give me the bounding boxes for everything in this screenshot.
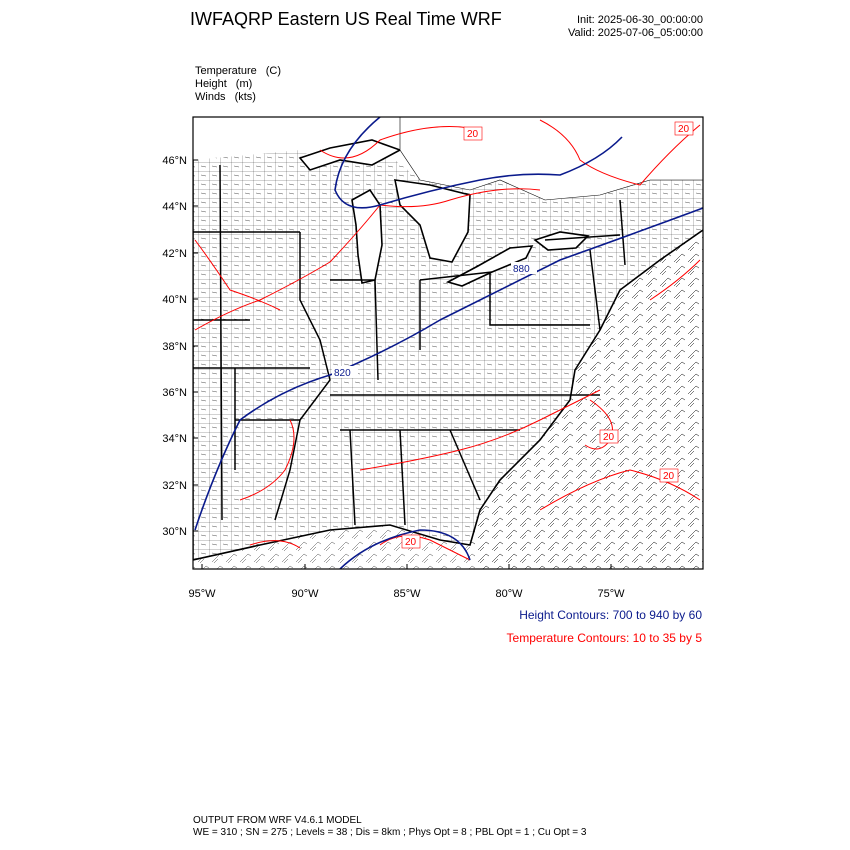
chart-title: IWFAQRP Eastern US Real Time WRF [190,9,502,29]
lon-label: 85°W [393,588,421,600]
lat-label: 36°N [162,387,187,399]
lat-label: 34°N [162,433,187,445]
field-winds-unit: (kts) [234,91,256,103]
lon-label: 80°W [495,588,523,600]
lon-label: 95°W [188,588,216,600]
model-info-line2: WE = 310 ; SN = 275 ; Levels = 38 ; Dis = 8km ; Phys Opt = 8 ; PBL Opt = 1 ; Cu Opt = 3 [193,827,587,838]
lon-label: 90°W [291,588,319,600]
temp-contour-label: 20 [663,471,675,482]
field-temperature-name: Temperature [195,65,257,77]
field-temperature-unit: (C) [265,65,282,77]
temperature-contours-legend: Temperature Contours: 10 to 35 by 5 [506,631,702,645]
init-time: Init: 2025-06-30_00:00:00 [577,14,703,26]
height-contour-label: 820 [334,368,351,379]
lat-label: 42°N [162,248,187,260]
lat-label: 32°N [162,480,187,492]
height-contours-legend: Height Contours: 700 to 940 by 60 [519,608,702,622]
field-height-name: Height [195,78,227,90]
temp-contour-label: 20 [405,537,417,548]
field-winds-name: Winds [195,91,226,103]
model-info-line1: OUTPUT FROM WRF V4.6.1 MODEL [193,815,362,826]
valid-time: Valid: 2025-07-06_05:00:00 [568,27,703,39]
lat-label: 38°N [162,341,187,353]
lat-label: 30°N [162,526,187,538]
height-contour-label: 880 [513,264,530,275]
temp-contour-label: 20 [603,432,615,443]
lat-label: 40°N [162,294,187,306]
map-layers [193,117,703,569]
lon-label: 75°W [597,588,625,600]
lat-label: 46°N [162,155,187,167]
temp-contour-label: 20 [678,124,690,135]
field-height-unit: (m) [235,78,253,90]
temp-contour-label: 20 [467,129,479,140]
lat-label: 44°N [162,201,187,213]
